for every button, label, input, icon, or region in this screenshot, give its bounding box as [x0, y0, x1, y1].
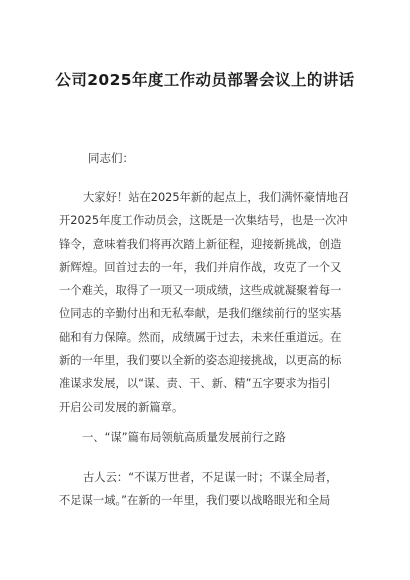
paragraph-line: 新的一年里，我们要以全新的姿态迎接挑战，以更高的标 — [59, 354, 342, 368]
paragraph-line: 锋令，意味着我们将再次踏上新征程，迎接新挑战，创造 — [59, 237, 342, 251]
paragraph-line: 准谋求发展，以“谋、责、干、新、精”五字要求为指引 — [59, 377, 331, 391]
document-title: 公司2025年度工作动员部署会议上的讲话 — [55, 71, 355, 89]
paragraph-line: 一个难关，取得了一项又一项成绩，这些成就凝聚着每一 — [59, 284, 342, 298]
salutation: 同志们： — [88, 151, 134, 165]
paragraph-line: 开启公司发展的新篇章。 — [59, 400, 184, 414]
paragraph-line: 位同志的辛勤付出和无私奉献，是我们继续前行的坚实基 — [59, 307, 342, 321]
paragraph-line: 础和有力保障。然而，成绩属于过去，未来任重道远。在 — [59, 330, 342, 344]
body-paragraph-intro — [59, 186, 355, 419]
paragraph-line: 不足谋一域。”在新的一年里，我们要以战略眼光和全局 — [59, 494, 331, 508]
body-paragraph-section-1 — [59, 466, 355, 513]
paragraph-line: 开2025年度工作动员会，这既是一次集结号，也是一次冲 — [59, 214, 348, 228]
section-heading: 一、“谋”篇布局领航高质量发展前行之路 — [82, 431, 286, 444]
paragraph-line: 新辉煌。回首过去的一年，我们并肩作战，攻克了一个又 — [59, 260, 342, 274]
paragraph-line: 大家好！站在2025年新的起点上，我们满怀豪情地召 — [83, 191, 349, 204]
paragraph-line: 古人云：“不谋万世者，不足谋一时；不谋全局者， — [83, 471, 338, 484]
